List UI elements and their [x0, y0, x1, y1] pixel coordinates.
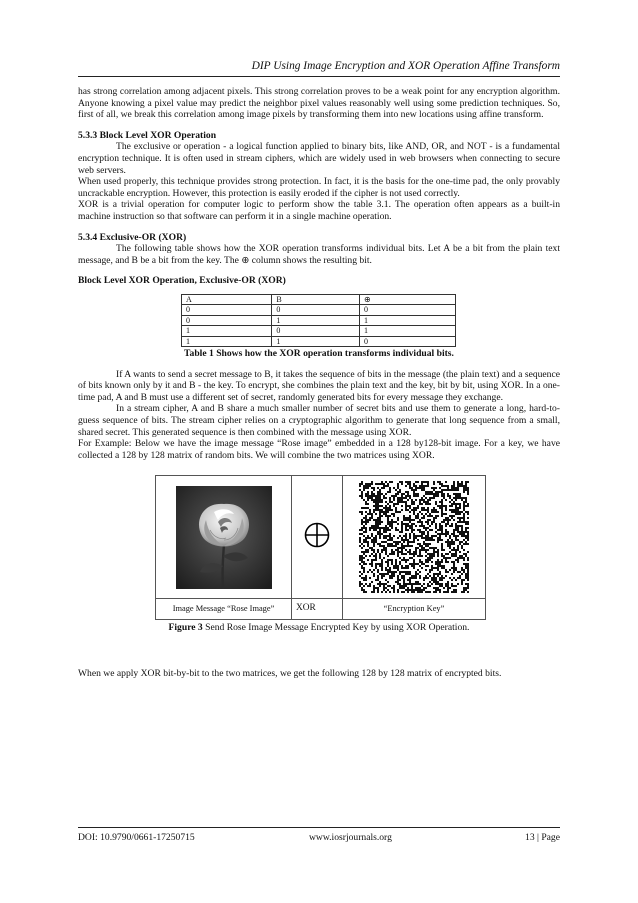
- table-cell: 1: [360, 326, 456, 336]
- xor-symbol: [303, 521, 331, 549]
- footer-website: www.iosrjournals.org: [309, 832, 392, 843]
- rose-image: [176, 486, 272, 589]
- table-caption: Table 1 Shows how the XOR operation transforms individual bits.: [184, 347, 454, 359]
- table-cell: 0: [272, 305, 360, 315]
- label-xor: XOR: [292, 599, 343, 620]
- heading-5-3-3: 5.3.3 Block Level XOR Operation: [78, 129, 217, 141]
- heading-5-3-4: 5.3.4 Exclusive-OR (XOR): [78, 231, 187, 243]
- paragraph-stream-cipher: In a stream cipher, A and B share a much smaller number of secret bits and use them to generate a long, hard-to-guess sequence of bits. The stream cipher relies on a cryptographic algorithm to generate that long sequence from a small, shared secret. This generated sequence is then combined with the message using XOR.: [78, 403, 560, 438]
- encryption-key-cell: [343, 476, 486, 599]
- paragraph-example: For Example: Below we have the image message “Rose image” embedded in a 128 by128-bit image. For a key, we have collected a 128 by 128 matrix of random bits. We will combine the two matrices using XOR.: [78, 438, 560, 461]
- table-cell: 0: [360, 336, 456, 346]
- table-cell: 0: [182, 315, 272, 325]
- paragraph-intro: has strong correlation among adjacent pixels. This strong correlation proves to be a weak point for any encryption algorithm. Anyone knowing a pixel value may predict the neighbor pixel values reasonably well using some prediction techniques. So, first of all, we break this correlation among image pixels by transforming them into new locations using affine transform.: [78, 86, 560, 121]
- table-cell: 1: [360, 315, 456, 325]
- figure-caption-text: Send Rose Image Message Encrypted Key by using XOR Operation.: [202, 622, 470, 634]
- table-cell: 1: [182, 326, 272, 336]
- table-cell: 0: [360, 305, 456, 315]
- footer-doi: DOI: 10.9790/0661-17250715: [78, 832, 195, 843]
- label-encryption-key: “Encryption Key”: [343, 599, 486, 620]
- figure-caption: [78, 622, 560, 634]
- table-cell: 0: [272, 326, 360, 336]
- rose-image-cell: [156, 476, 292, 599]
- paragraph-secret-message: If A wants to send a secret message to B, it takes the sequence of bits in the message (the plain text) and a sequence of bits known only by it and B - the key. To encrypt, she combines the plain text and the key, bit by bit, using XOR. In a one-time pad, A and B must use a different set of secret, randomly generated bits for every message they exchange.: [78, 368, 560, 403]
- table-row: [182, 305, 456, 315]
- running-header: DIP Using Image Encryption and XOR Operation Affine Transform: [251, 60, 560, 72]
- figure-3: [155, 475, 486, 620]
- table-header-a: A: [182, 294, 272, 304]
- table-row: [182, 315, 456, 325]
- table-row: [182, 326, 456, 336]
- heading-block-level: Block Level XOR Operation, Exclusive-OR (XOR): [78, 275, 286, 287]
- table-header-xor: ⊕: [360, 294, 456, 304]
- table-row: [182, 336, 456, 346]
- encryption-key-noise: [359, 481, 469, 593]
- paragraph-xor-trivial: XOR is a trivial operation for computer logic to perform show the table 3.1. The operation often appears as a built-in machine instruction so that software can perform it in a single machine operation.: [78, 199, 560, 222]
- footer-page-number: 13 | Page: [525, 832, 560, 843]
- paragraph-xor-definition: The exclusive or operation - a logical function applied to binary bits, like AND, OR, and NOT - is a fundamental encryption technique. It is often used in stream ciphers, which are widely used in web browsers when connecting to secure web servers.: [78, 141, 560, 176]
- table-cell: 1: [272, 336, 360, 346]
- body-text: [78, 86, 560, 679]
- paragraph-table-intro: The following table shows how the XOR operation transforms individual bits. Let A be a bit from the plain text message, and B be a bit from the key. The ⊕ column shows the resulting bit.: [78, 243, 560, 266]
- xor-symbol-cell: [292, 476, 343, 599]
- header-rule: [78, 76, 560, 77]
- xor-truth-table: [181, 294, 456, 347]
- table-cell: 1: [272, 315, 360, 325]
- paragraph-conclusion: When we apply XOR bit-by-bit to the two matrices, we get the following 128 by 128 matrix of encrypted bits.: [78, 667, 502, 679]
- paragraph-one-time-pad: When used properly, this technique provides strong protection. In fact, it is the basis for the one-time pad, the only provably uncrackable encryption. However, this protection is easily eroded if the cipher is not used correctly.: [78, 176, 560, 199]
- table-header-row: [182, 294, 456, 304]
- table-cell: 1: [182, 336, 272, 346]
- table-cell: 0: [182, 305, 272, 315]
- label-image-message: Image Message “Rose Image”: [156, 599, 292, 620]
- table-header-b: B: [272, 294, 360, 304]
- figure-caption-label: Figure 3: [168, 622, 203, 634]
- footer-rule: [78, 827, 560, 828]
